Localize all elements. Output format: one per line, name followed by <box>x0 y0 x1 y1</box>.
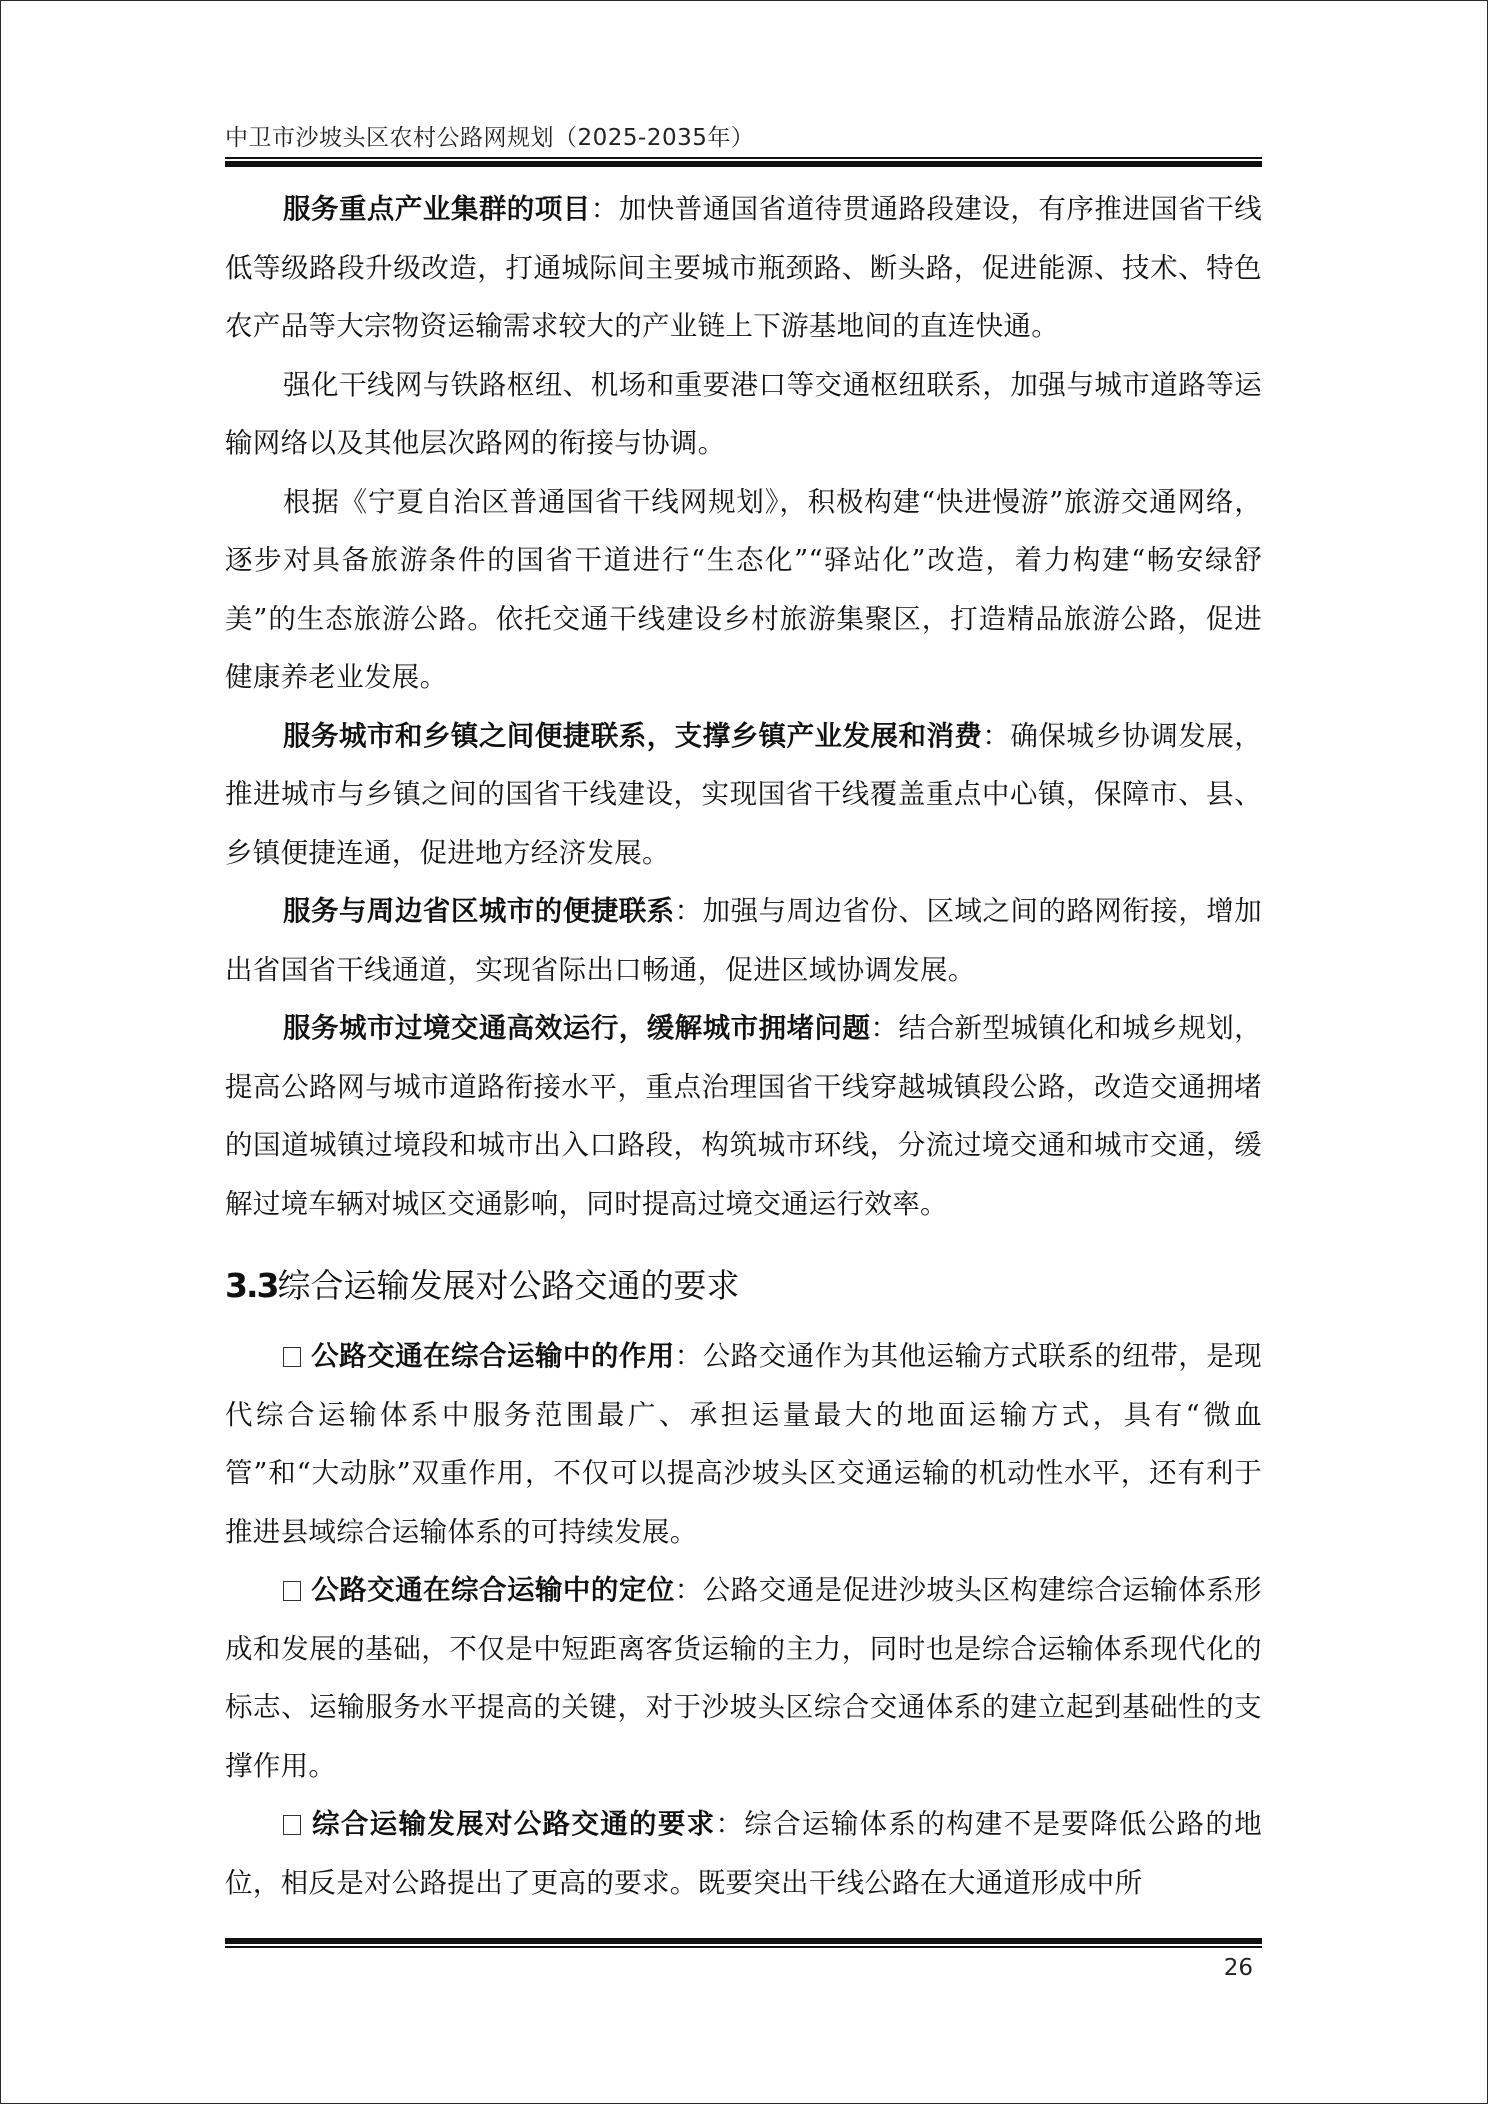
page-number: 26 <box>1223 1955 1253 1981</box>
footer-rule-thick <box>225 1938 1262 1944</box>
paragraph-lead: 服务城市和乡镇之间便捷联系，支撑乡镇产业发展和消费 <box>283 719 983 752</box>
document-body <box>225 180 1262 1912</box>
paragraph-text: ：综合运输体系的构建不是要降低公路的地位，相反是对公路提出了更高的要求。既要突出干线公路在大通道形成中所 <box>225 1808 1262 1899</box>
paragraph-lead: 公路交通在综合运输中的作用 <box>311 1340 675 1372</box>
footer-rule-thin <box>225 1946 1262 1948</box>
running-header: 中卫市沙坡头区农村公路网规划（2025-2035年） <box>225 125 755 151</box>
paragraph-text: 强化干线网与铁路枢纽、机场和重要港口等交通枢纽联系，加强与城市道路等运输网络以及其他层次路网的衔接与协调。 <box>225 368 1262 459</box>
paragraph-text: ：确保城乡协调发展，推进城市与乡镇之间的国省干线建设，实现国省干线覆盖重点中心镇，保障市、县、乡镇便捷连通，促进地方经济发展。 <box>225 719 1263 869</box>
header-rule-thin <box>225 157 1262 159</box>
section-heading <box>225 1253 1262 1319</box>
paragraph-text: ：公路交通作为其他运输方式联系的纽带，是现代综合运输体系中服务范围最广、承担运量最大的地面运输方式，具有“微血管”和“大动脉”双重作用，不仅可以提高沙坡头区交通运输的机动性水平，还有利于推进县域综合运输体系的可持续发展。 <box>225 1340 1262 1548</box>
paragraph-lead: 服务与周边省区城市的便捷联系 <box>283 895 675 927</box>
paragraph-industry-cluster <box>225 180 1262 356</box>
paragraph-lead: 服务重点产业集群的项目 <box>283 193 591 225</box>
checkbox-bullet-icon <box>283 1815 301 1835</box>
section-title: 综合运输发展对公路交通的要求 <box>277 1266 740 1305</box>
paragraph-text: ：加快普通国省道待贯通路段建设，有序推进国省干线低等级路段升级改造，打通城际间主要城市瓶颈路、断头路，促进能源、技术、特色农产品等大宗物资运输需求较大的产业链上下游基地间的直连快通。 <box>225 193 1262 342</box>
paragraph-road-position <box>225 1561 1262 1795</box>
paragraph-road-role <box>225 1327 1262 1561</box>
paragraph-tourism-roads <box>225 473 1262 707</box>
paragraph-lead: 公路交通在综合运输中的定位 <box>311 1574 675 1606</box>
checkbox-bullet-icon <box>283 1581 301 1601</box>
paragraph-road-requirements <box>225 1795 1262 1912</box>
paragraph-urban-rural <box>225 707 1262 883</box>
paragraph-transit-traffic <box>225 999 1262 1233</box>
paragraph-lead: 综合运输发展对公路交通的要求 <box>311 1808 716 1840</box>
paragraph-text: 根据《宁夏自治区普通国省干线网规划》，积极构建“快进慢游”旅游交通网络，逐步对具备旅游条件的国省干道进行“生态化”“驿站化”改造，着力构建“畅安绿舒美”的生态旅游公路。依托交通干线建设乡村旅游集聚区，打造精品旅游公路，促进健康养老业发展。 <box>225 485 1262 693</box>
paragraph-text: ：结合新型城镇化和城乡规划，提高公路网与城市道路衔接水平，重点治理国省干线穿越城镇段公路，改造交通拥堵的国道城镇过境段和城市出入口路段，构筑城市环线，分流过境交通和城市交通，缓解过境车辆对城区交通影响，同时提高过境交通运行效率。 <box>225 1012 1262 1220</box>
header-rule-thick <box>225 161 1262 167</box>
paragraph-neighboring-provinces <box>225 882 1262 999</box>
section-number: 3.3 <box>225 1266 278 1305</box>
paragraph-lead: 服务城市过境交通高效运行，缓解城市拥堵问题 <box>283 1012 871 1044</box>
paragraph-text: ：加强与周边省份、区域之间的路网衔接，增加出省国省干线通道，实现省际出口畅通，促进区域协调发展。 <box>225 895 1262 986</box>
paragraph-text: ：公路交通是促进沙坡头区构建综合运输体系形成和发展的基础，不仅是中短距离客货运输的主力，同时也是综合运输体系现代化的标志、运输服务水平提高的关键，对于沙坡头区综合交通体系的建立起到基础性的支撑作用。 <box>225 1574 1262 1782</box>
paragraph-trunk-network <box>225 356 1262 473</box>
checkbox-bullet-icon <box>283 1347 301 1367</box>
